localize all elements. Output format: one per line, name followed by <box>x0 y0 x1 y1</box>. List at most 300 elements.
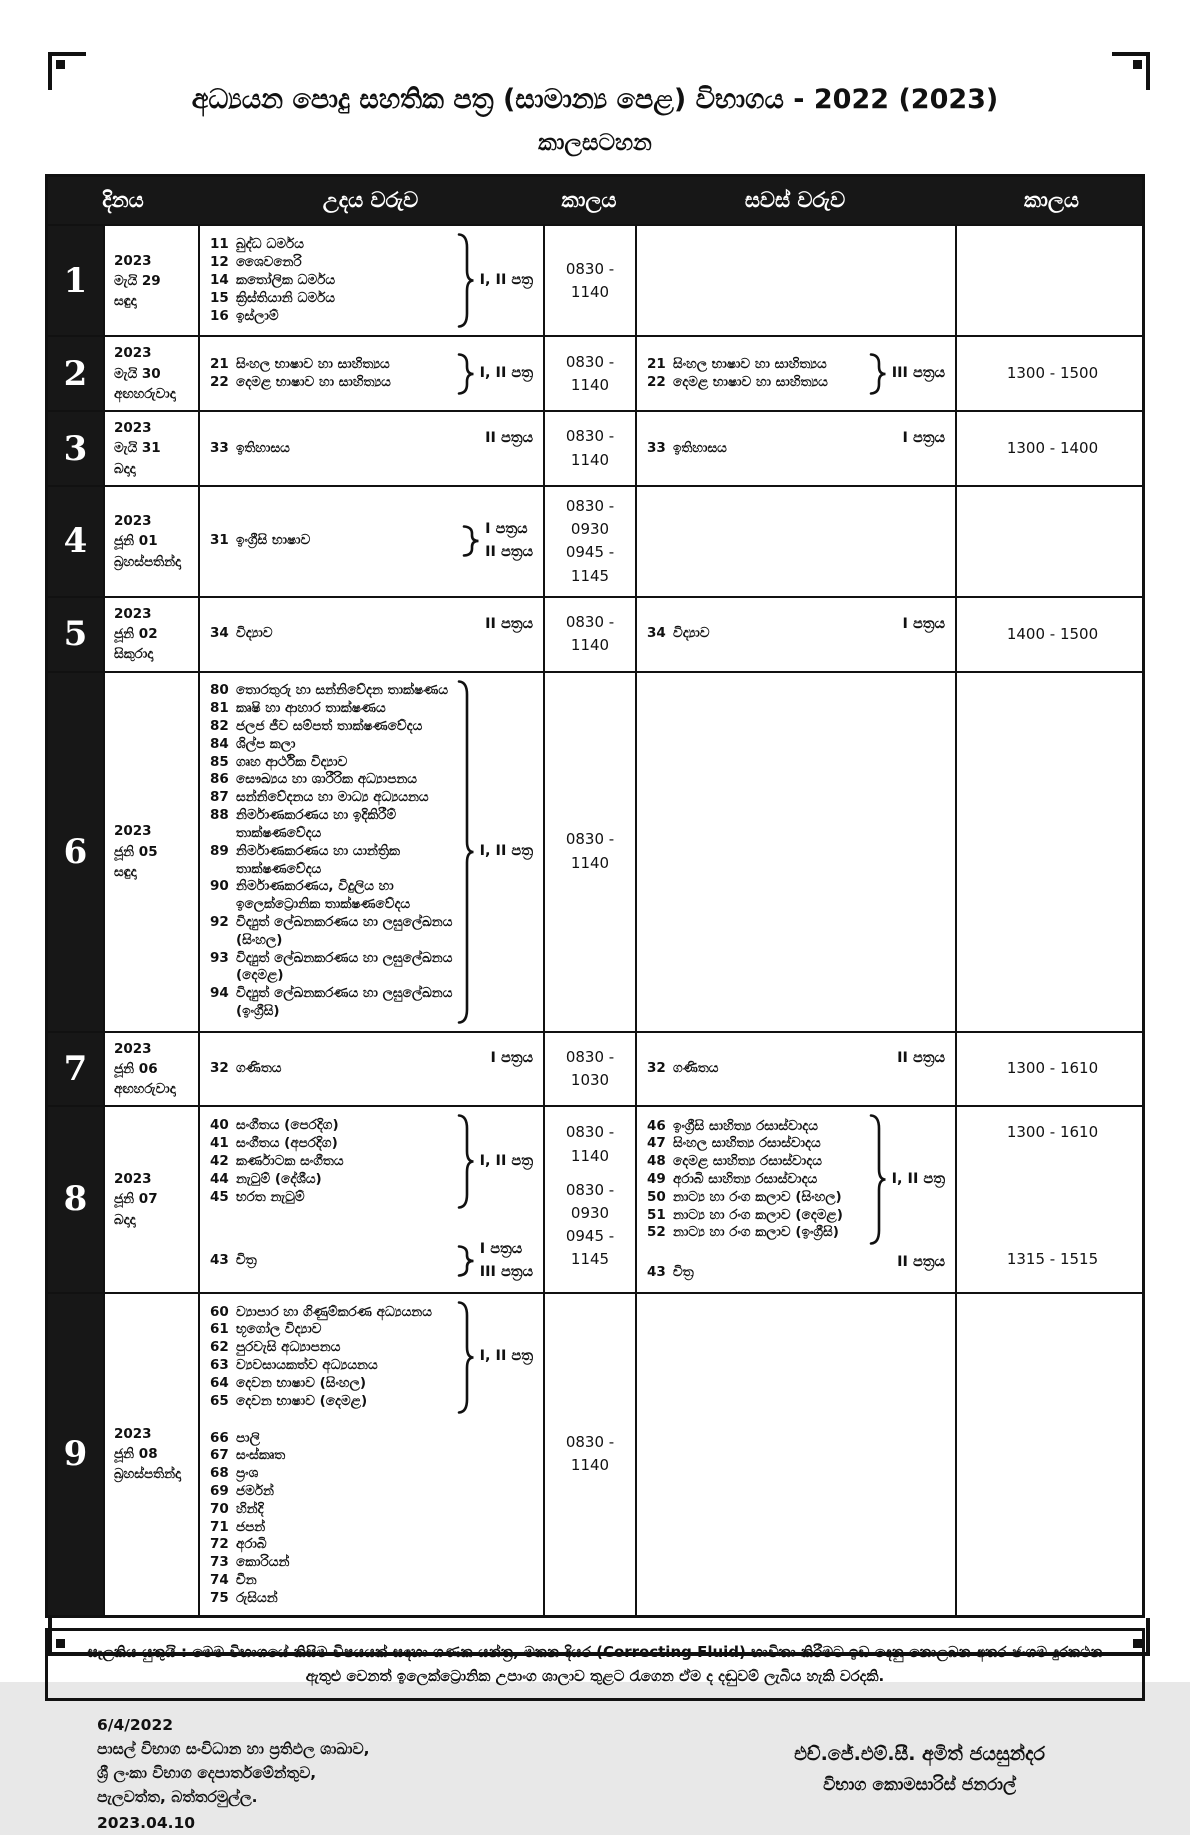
paper-label <box>486 1047 539 1070</box>
subject-list <box>210 1252 455 1270</box>
time-value <box>1007 1057 1098 1080</box>
subject-name: විද්‍යාව <box>673 625 710 642</box>
time-line: 0945 - 1145 <box>565 1227 615 1269</box>
subject-name: පාලි <box>236 1429 260 1446</box>
footer-address-line: පාසල් විභාග සංවිධාන හා ප්‍රතිඵල ශාඛාව, <box>97 1740 370 1759</box>
header-morning-session: උදය වරුව <box>322 188 419 213</box>
subject-name: දෙවන භාෂාව (සිංහල) <box>236 1374 367 1391</box>
subject-item <box>210 878 455 914</box>
paper-label <box>480 427 539 450</box>
day-number: 4 <box>48 487 103 596</box>
subject-list <box>647 356 867 392</box>
subject-list <box>210 682 455 1020</box>
subject-code: 42 <box>210 1152 229 1169</box>
subject-list <box>647 625 898 643</box>
subject-item <box>210 236 455 254</box>
subject-code: 33 <box>210 439 229 456</box>
subject-name: රුසියන් <box>236 1589 278 1606</box>
time-value <box>1007 1248 1098 1271</box>
subject-block <box>210 1430 539 1608</box>
subject-item <box>210 1171 455 1189</box>
subject-code: 32 <box>210 1060 229 1077</box>
subject-item <box>647 1118 867 1136</box>
subject-item <box>210 718 455 736</box>
subject-item <box>210 1519 539 1537</box>
paper-line: I, II පත්‍ර <box>479 1348 533 1365</box>
subject-block <box>647 1254 951 1284</box>
subject-code: 47 <box>647 1135 666 1152</box>
footer-address-line: පැලවත්ත, බත්තරමුල්ල. <box>97 1788 258 1807</box>
date-line: ජූනි 05 <box>114 843 158 860</box>
paper-line: I, II පත්‍ර <box>891 1171 945 1188</box>
subject-item <box>210 1321 455 1339</box>
subject-code: 64 <box>210 1374 229 1391</box>
date-line: අඟහරුවාදා <box>114 1081 176 1098</box>
header-time-morning: කාලය <box>561 188 617 213</box>
footer-address-block <box>97 1713 370 1835</box>
subject-code: 62 <box>210 1339 229 1356</box>
afternoon-cell <box>635 598 955 671</box>
page-footer <box>45 1713 1145 1835</box>
morning-cell <box>198 673 543 1031</box>
subject-name: ශිල්ප කලා <box>236 735 296 752</box>
time-cell-morning <box>543 1033 635 1106</box>
afternoon-cell <box>635 487 955 596</box>
day-number: 3 <box>48 412 103 485</box>
subject-block <box>210 1238 539 1284</box>
subject-name: සංස්කෘත <box>236 1447 286 1464</box>
paper-label <box>475 1238 539 1284</box>
subject-code: 86 <box>210 771 229 788</box>
subject-name: කර්ණාටක සංගීතය <box>236 1152 344 1169</box>
subject-code: 16 <box>210 307 229 324</box>
subject-list <box>210 532 460 550</box>
date-line: අඟහරුවාදා <box>114 385 176 402</box>
subject-item <box>647 1264 892 1282</box>
subject-code: 43 <box>647 1264 666 1281</box>
subject-item <box>210 1135 455 1153</box>
subject-code: 84 <box>210 735 229 752</box>
subject-name: නාට්‍ය හා රංග කලාව (සිංහල) <box>673 1188 842 1205</box>
subject-code: 66 <box>210 1429 229 1446</box>
afternoon-cell <box>635 1033 955 1106</box>
morning-cell <box>198 412 543 485</box>
subject-name: විද්‍යුත් ලේඛනකරණය හා ලඝුලේඛනය (සිංහල) <box>236 913 453 948</box>
time-line: 0830 - 0930 <box>565 1180 615 1222</box>
page-title: අධ්‍යයන පොදු සහතික පත්‍ර (සාමාන්‍ය පෙළ) විභාගය - 2022 (2023) <box>191 84 999 115</box>
subject-code: 21 <box>210 355 229 372</box>
subject-block <box>647 353 951 395</box>
subject-item <box>210 736 455 754</box>
subject-name: භූගෝල විද්‍යාව <box>236 1321 322 1338</box>
subject-item <box>210 807 455 843</box>
subject-name: කොරියන් <box>236 1554 290 1571</box>
footer-address-line: ශ්‍රී ලංකා විභාග දෙපාර්තමේන්තුව, <box>97 1764 317 1783</box>
subject-name: නිර්මාණකරණය, විදුලිය හා ඉලෙක්ට්‍රොනික තාක්ෂණවේදය <box>236 878 411 913</box>
brace-glyph <box>455 233 475 328</box>
paper-label <box>480 518 539 564</box>
subject-code: 32 <box>647 1060 666 1077</box>
subject-name: ගණිතය <box>236 1060 282 1077</box>
page-subtitle: කාලසටහන <box>538 130 652 157</box>
subject-code: 70 <box>210 1500 229 1517</box>
subject-item <box>647 625 898 643</box>
date-line: සඳුදා <box>114 863 137 880</box>
subject-item <box>210 754 455 772</box>
subject-item <box>210 1536 539 1554</box>
subject-item <box>210 700 455 718</box>
header-date: දිනය <box>102 188 144 213</box>
footer-doc-number: 6/4/2022 <box>97 1716 174 1735</box>
time-cell-morning <box>543 226 635 335</box>
brace-glyph <box>867 1114 887 1245</box>
subject-code: 63 <box>210 1357 229 1374</box>
date-line: සඳුදා <box>114 293 137 310</box>
table-body <box>48 224 1142 1614</box>
date-cell <box>103 1107 198 1291</box>
time-cell-afternoon <box>955 1294 1148 1615</box>
subject-code: 71 <box>210 1518 229 1535</box>
subject-code: 52 <box>647 1224 666 1241</box>
time-cell-morning <box>543 1294 635 1615</box>
time-line: 1300 - 1500 <box>1006 364 1099 383</box>
subject-code: 68 <box>210 1465 229 1482</box>
subject-code: 50 <box>647 1188 666 1205</box>
paper-label <box>475 840 539 863</box>
timetable-row <box>48 335 1142 410</box>
subject-code: 74 <box>210 1572 229 1589</box>
subject-code: 93 <box>210 949 229 966</box>
subject-item <box>210 1060 486 1078</box>
subject-item <box>210 1304 455 1322</box>
subject-name: දෙවන භාෂාව (දෙමළ) <box>236 1392 368 1409</box>
note-text: සැලකිය යුතුයි : මෙම විභාගයේ කිසිම විෂයයක් සඳහා ගණක යන්ත්‍ර, මකන දියර (Correcting Fluid) භාවිතා කිරීමට ඉඩ දෙනු නොලබන අතර ජංගම දුරකථන ඇතුළු වෙනත් ඉලෙක්ට්‍රොනික උපාංග ශාලාව තුළට රැගෙන ඒම ද දඬුවම් ලැබිය හැකි වරදකි. <box>87 1642 1103 1686</box>
subject-name: නිර්මාණකරණය හා ඉදිකිරීම් තාක්ෂණවේදය <box>236 807 397 841</box>
subject-block <box>210 518 539 564</box>
subject-list <box>210 236 455 325</box>
subject-block <box>210 1114 539 1209</box>
date-line: 2023 <box>114 513 152 530</box>
subject-code: 46 <box>647 1117 666 1134</box>
afternoon-cell <box>635 673 955 1031</box>
brace-glyph <box>455 1114 475 1209</box>
subject-name: අරාබි <box>236 1536 267 1553</box>
date-line: මැයි 30 <box>114 365 161 382</box>
subject-list <box>647 440 898 458</box>
paper-label <box>898 427 951 450</box>
subject-name: සිංහල භාෂාව හා සාහිත්‍යය <box>236 355 390 372</box>
subject-item <box>210 1189 455 1207</box>
subject-code: 61 <box>210 1321 229 1338</box>
subject-code: 85 <box>210 753 229 770</box>
subject-name: චීන <box>236 1572 257 1589</box>
morning-cell <box>198 598 543 671</box>
subject-item <box>210 1590 539 1608</box>
subject-code: 81 <box>210 700 229 717</box>
time-line: 0830 - 1140 <box>565 613 615 655</box>
subject-item <box>647 1207 867 1225</box>
subject-name: ජපන් <box>236 1518 266 1535</box>
subject-name: ගෘහ ආර්ථික විද්‍යාව <box>236 753 348 770</box>
time-cell-morning <box>543 487 635 596</box>
subject-name: චිත්‍ර <box>673 1264 694 1281</box>
subject-item <box>210 532 460 550</box>
subject-name: සන්නිවේදනය හා මාධ්‍ය අධ්‍යයනය <box>236 789 429 806</box>
paper-line: II පත්‍රය <box>485 615 533 632</box>
subject-block <box>210 233 539 328</box>
subject-name: චිත්‍ර <box>236 1252 257 1269</box>
time-value <box>547 258 633 305</box>
subject-name: සංගීතය (පෙරදිග) <box>236 1117 339 1134</box>
paper-line: I, II පත්‍ර <box>479 843 533 860</box>
timetable-row <box>48 1105 1142 1291</box>
time-value <box>547 1431 633 1478</box>
subject-code: 51 <box>647 1206 666 1223</box>
subject-code: 69 <box>210 1483 229 1500</box>
afternoon-cell <box>635 337 955 410</box>
subject-name: විද්‍යුත් ලේඛනකරණය හා ලඝුලේඛනය (ඉංග්‍රීසි) <box>236 985 453 1020</box>
time-value <box>547 1046 633 1093</box>
time-line: 0830 - 1140 <box>565 1432 615 1475</box>
subject-block <box>647 429 951 460</box>
paper-line: II පත්‍රය <box>897 1050 945 1067</box>
brace-glyph <box>455 353 475 395</box>
subject-item <box>210 914 455 950</box>
date-line: ජූනි 01 <box>114 533 158 550</box>
subject-code: 72 <box>210 1536 229 1553</box>
subject-code: 75 <box>210 1589 229 1606</box>
brace-glyph <box>455 1245 475 1277</box>
subject-item <box>647 1171 867 1189</box>
subject-item <box>210 625 480 643</box>
subject-name: නිර්මාණකරණය හා යාන්ත්‍රික තාක්ෂණවේදය <box>236 842 400 877</box>
subject-item <box>210 272 455 290</box>
date-cell <box>103 337 198 410</box>
subject-code: 87 <box>210 789 229 806</box>
subject-name: කෘෂි හා ආහාර තාක්ෂණය <box>236 700 386 717</box>
subject-list <box>210 1060 486 1078</box>
subject-code: 34 <box>210 625 229 642</box>
time-line: 0830 - 1140 <box>565 259 615 301</box>
time-line: 0830 - 1140 <box>565 352 615 394</box>
time-line: 0945 - 1145 <box>565 543 615 585</box>
paper-line: I, II පත්‍ර <box>479 1153 533 1170</box>
subject-item <box>210 254 455 272</box>
subject-code: 40 <box>210 1117 229 1134</box>
subject-item <box>210 1375 455 1393</box>
subject-code: 49 <box>647 1170 666 1187</box>
subject-item <box>210 356 455 374</box>
subject-block <box>210 680 539 1024</box>
morning-cell <box>198 226 543 335</box>
subject-item <box>647 1135 867 1153</box>
afternoon-cell <box>635 412 955 485</box>
subject-block <box>210 1301 539 1414</box>
subject-name: ඉතිහාසය <box>236 439 290 456</box>
subject-code: 60 <box>210 1303 229 1320</box>
time-value <box>547 351 633 398</box>
subject-item <box>210 290 455 308</box>
time-value <box>547 425 633 472</box>
subject-code: 22 <box>647 373 666 390</box>
time-cell-afternoon <box>955 412 1148 485</box>
time-line: 1400 - 1500 <box>1006 624 1099 643</box>
subject-code: 15 <box>210 289 229 306</box>
paper-line: II පත්‍රය <box>485 544 533 561</box>
date-line: ජූනි 02 <box>114 626 158 643</box>
subject-code: 89 <box>210 842 229 859</box>
subject-code: 67 <box>210 1447 229 1464</box>
subject-item <box>210 1465 539 1483</box>
subject-list <box>210 1430 539 1608</box>
subject-code: 31 <box>210 532 229 549</box>
time-line: 1300 - 1610 <box>1006 1123 1099 1142</box>
paper-line: I පත්‍රය <box>485 521 528 538</box>
paper-line: III පත්‍රය <box>479 1264 533 1281</box>
subject-item <box>210 374 455 392</box>
subject-item <box>210 1483 539 1501</box>
date-cell <box>103 598 198 671</box>
paper-line: II පත්‍රය <box>897 1254 945 1271</box>
date-line: 2023 <box>114 1040 152 1057</box>
morning-cell <box>198 1107 543 1291</box>
subject-code: 21 <box>647 355 666 372</box>
afternoon-cell <box>635 1107 955 1291</box>
time-value <box>547 495 633 588</box>
subject-item <box>210 1554 539 1572</box>
paper-line: I පත්‍රය <box>902 615 945 632</box>
date-line: 2023 <box>114 1425 152 1442</box>
time-value <box>1007 623 1098 646</box>
signatory-name: එච්.ජේ.එම්.සී. අමිත් ජයසුන්දර <box>794 1743 1045 1766</box>
subject-code: 88 <box>210 807 229 824</box>
subject-code: 94 <box>210 985 229 1002</box>
day-number: 1 <box>48 226 103 335</box>
date-line: බ්‍රහස්පතින්දා <box>114 553 182 570</box>
date-cell <box>103 1033 198 1106</box>
time-value <box>547 828 633 875</box>
subject-list <box>210 440 480 458</box>
brace-glyph <box>455 680 475 1024</box>
paper-label <box>475 269 539 292</box>
time-value <box>547 1179 633 1272</box>
subject-name: නාට්‍ය හා රංග කලාව (ඉංග්‍රීසි) <box>673 1224 839 1241</box>
subject-name: ක්‍රිස්තියානි ධර්මය <box>236 289 336 306</box>
date-line: 2023 <box>114 605 152 622</box>
date-line: සිකුරාදා <box>114 646 154 663</box>
subject-item <box>647 1189 867 1207</box>
time-value <box>1007 437 1098 460</box>
time-cell-afternoon <box>955 337 1148 410</box>
subject-code: 48 <box>647 1153 666 1170</box>
subject-name: ප්‍රංශ <box>236 1465 259 1482</box>
paper-label <box>887 1168 951 1191</box>
subject-name: ඉංග්‍රීසි භාෂාව <box>236 532 311 549</box>
date-line: ජූනි 07 <box>114 1191 158 1208</box>
subject-name: ඉංග්‍රීසි සාහිත්‍ය රසාස්වාදය <box>673 1117 818 1134</box>
subject-item <box>210 1357 455 1375</box>
paper-label <box>475 1150 539 1173</box>
date-cell <box>103 1294 198 1615</box>
time-line: 1300 - 1610 <box>1006 1059 1099 1078</box>
paper-line: I, II පත්‍ර <box>479 272 533 289</box>
time-line: 0830 - 1140 <box>565 830 615 872</box>
paper-label <box>898 613 951 636</box>
brace-glyph <box>460 525 480 557</box>
date-line: 2023 <box>114 823 152 840</box>
subject-name: සෞඛ්‍යය හා ශාරීරික අධ්‍යාපනය <box>236 771 418 788</box>
time-line: 1300 - 1400 <box>1006 438 1099 457</box>
day-number: 5 <box>48 598 103 671</box>
day-number: 2 <box>48 337 103 410</box>
time-cell-afternoon <box>955 673 1148 1031</box>
time-line: 0830 - 1140 <box>565 427 615 469</box>
time-value <box>1007 1121 1098 1144</box>
subject-item <box>210 950 455 986</box>
subject-code: 44 <box>210 1170 229 1187</box>
subject-item <box>210 789 455 807</box>
time-line: 1315 - 1515 <box>1006 1250 1099 1269</box>
subject-name: භරත නැටුම් <box>236 1188 305 1205</box>
subject-name: කතෝලික ධර්මය <box>236 271 336 288</box>
subject-item <box>647 440 898 458</box>
header-afternoon-session: සවස් වරුව <box>744 188 846 213</box>
subject-code: 33 <box>647 439 666 456</box>
subject-block <box>210 615 539 646</box>
timetable <box>45 174 1145 1617</box>
subject-name: නාට්‍ය හා රංග කලාව (දෙමළ) <box>673 1206 843 1223</box>
morning-cell <box>198 1294 543 1615</box>
date-line: බදාදා <box>114 1211 136 1228</box>
subject-code: 45 <box>210 1188 229 1205</box>
subject-list <box>210 356 455 392</box>
subject-name: විද්‍යුත් ලේඛනකරණය හා ලඝුලේඛනය (දෙමළ) <box>236 949 453 984</box>
subject-code: 82 <box>210 718 229 735</box>
subject-list <box>647 1264 892 1282</box>
paper-label <box>887 362 951 385</box>
morning-cell <box>198 487 543 596</box>
subject-list <box>210 625 480 643</box>
timetable-row <box>48 596 1142 671</box>
subject-block <box>647 1050 951 1080</box>
morning-cell <box>198 1033 543 1106</box>
paper-line: I පත්‍රය <box>490 1050 533 1067</box>
time-cell-afternoon <box>955 1107 1148 1291</box>
subject-name: ජලජ ජීව සම්පත් තාක්ෂණවේදය <box>236 718 423 735</box>
day-number: 7 <box>48 1033 103 1106</box>
time-cell-afternoon <box>955 1033 1148 1106</box>
afternoon-cell <box>635 226 955 335</box>
paper-label <box>892 1047 951 1070</box>
subject-item <box>210 1501 539 1519</box>
subject-item <box>647 374 867 392</box>
subject-name: දෙමළ භාෂාව හා සාහිත්‍යය <box>673 373 828 390</box>
signatory-designation: විභාග කොමසාරිස් ජනරාල් <box>823 1775 1016 1796</box>
subject-name: බුද්ධ ධර්මය <box>236 236 304 253</box>
subject-item <box>210 843 455 879</box>
subject-block <box>210 353 539 395</box>
subject-name: සිංහල භාෂාව හා සාහිත්‍යය <box>673 355 827 372</box>
time-cell-afternoon <box>955 487 1148 596</box>
subject-code: 12 <box>210 254 229 271</box>
time-line: 0830 - 0930 <box>565 496 615 539</box>
timetable-row <box>48 1292 1142 1615</box>
subject-code: 22 <box>210 373 229 390</box>
subject-item <box>210 682 455 700</box>
subject-name: විද්‍යාව <box>236 625 273 642</box>
subject-list <box>647 1060 892 1078</box>
time-cell-afternoon <box>955 598 1148 671</box>
